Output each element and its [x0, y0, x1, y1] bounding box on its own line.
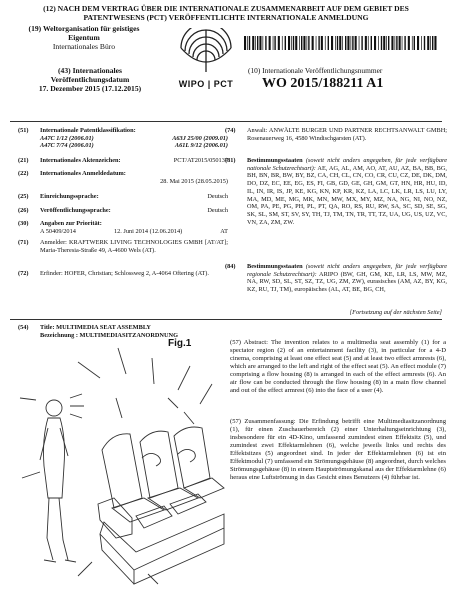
separator-top: [10, 121, 442, 122]
barcode-bar: [371, 36, 372, 50]
ipc-class: A63J 25/00 (2009.01): [172, 134, 228, 142]
barcode-bar: [408, 36, 410, 50]
field-22-label: Internationales Anmeldedatum:: [40, 170, 126, 177]
barcode-bar: [432, 36, 433, 50]
ipc-class: A47C 7/74 (2006.01): [40, 142, 94, 150]
barcode-bar: [331, 36, 333, 50]
barcode-bar: [434, 36, 436, 50]
barcode-bar: [269, 36, 271, 50]
barcode-bar: [417, 36, 419, 50]
publication-number: WO 2015/188211 A1: [262, 76, 384, 91]
field-71: [18, 239, 228, 254]
inventor: Erfinder: HOFER, Christian; Schlossweg 2, A-4064 Oftering (AT).: [40, 270, 209, 277]
barcode-bar: [365, 36, 367, 50]
field-30-label: Angaben zur Priorität:: [40, 220, 102, 227]
barcode-bar: [308, 36, 309, 50]
wipo-pct-label: WIPO | PCT: [178, 79, 234, 89]
figure-1: [18, 338, 228, 593]
abstract-english: (57) Abstract: The invention relates to a multimedia seat assembly (1) for a spectator region (2) of an entertainment facility (3), in particular for a 4-D cinema, comprising at least one effect seat (5) and at least two effect armrests (6), which are arranged to the left and right of the effect seat (5). An effect module (7) comprising a flow housing (8) is arranged in each of the effect armrests (6). An air flow can be conducted through the flow housing (8) in a main flow channel and out of the effect armrest (6) into the face of a user (4).: [230, 339, 446, 394]
barcode-bar: [352, 36, 353, 50]
priority-number: A 50409/2014: [40, 227, 76, 235]
org-line-1: (19) Weltorganisation für geistiges: [28, 24, 140, 33]
field-25-number: (25): [18, 193, 29, 200]
field-81-note: (soweit nicht anders angegeben, für jede verfügbare nationale Schutzrechtsart):: [247, 157, 447, 172]
org-line-2: Eigentum: [68, 33, 100, 42]
publication-date-block: [12, 66, 168, 93]
barcode-bar: [312, 36, 314, 50]
field-21-label: Internationales Aktenzeichen:: [40, 157, 121, 164]
seat-assembly-drawing: [18, 338, 228, 593]
field-81-number: (81): [225, 157, 236, 164]
field-84: [225, 263, 447, 294]
barcode-bar: [299, 36, 300, 50]
field-51-title: Internationale Patentklassifikation:: [40, 127, 136, 134]
wipo-logo: [175, 28, 237, 89]
barcode-bar: [307, 36, 308, 50]
barcode-bar: [351, 36, 352, 50]
field-26-label: Veröffentlichungssprache:: [40, 207, 111, 214]
barcode-bar: [335, 36, 336, 50]
barcode-bar: [381, 36, 382, 50]
abstract-german: (57) Zusammenfassung: Die Erfindung betrifft eine Multimediasitzanordnung (1), für einen Zuschauerbereich (2) einer Unterhaltungseinrichtung (3), insbesondere für ein 4D-Kino, umfassend zumindest einen Effektsitz (5), und zumindest zwei Effektarmlehnen (6), welche jeweils links und rechts des Effektsitzes (5) angeordnet sind. In jeder der Effektarmlehnen (6) ist ein Effektmodul (7) umfassend ein Strömungsgehäuse (8) angeordnet, durch welches Strömungsgehäuse (8) in einem Hauptströmungskanal aus der Effektarmlehne (6) heraus eine Luftströmung in das Gesicht eines Benutzers (4) führbar ist.: [230, 418, 446, 481]
barcode-bar: [402, 36, 403, 50]
barcode-bar: [328, 36, 329, 50]
barcode-bar: [427, 36, 429, 50]
barcode-bar: [339, 36, 341, 50]
barcode-bar: [282, 36, 283, 50]
barcode-bar: [421, 36, 422, 50]
barcode-graphic: [244, 36, 440, 50]
applicant: Anmelder: KRAFTWERK LIVING TECHNOLOGIES GMBH [AT/AT]; Maria-Theresia-Straße 49, A-4600 Wels (AT).: [40, 239, 228, 254]
barcode-bar: [391, 36, 393, 50]
organisation-block: [14, 24, 154, 51]
field-84-number: (84): [225, 263, 236, 270]
barcode-bar: [404, 36, 405, 50]
field-71-number: (71): [18, 239, 29, 246]
field-51-number: (51): [18, 127, 29, 134]
barcode-bar: [378, 36, 379, 50]
field-74-number: (74): [225, 127, 236, 134]
barcode-bar: [345, 36, 346, 50]
pubdate-line-3: 17. Dezember 2015 (17.12.2015): [38, 84, 142, 93]
title: Title: MULTIMEDIA SEAT ASSEMBLY: [40, 324, 151, 331]
field-30: [18, 220, 228, 235]
barcode-bar: [374, 36, 376, 50]
barcode-bar: [386, 36, 387, 50]
barcode-bar: [383, 36, 385, 50]
field-72-number: (72): [18, 270, 29, 277]
barcode-bar: [396, 36, 397, 50]
barcode-bar: [259, 36, 261, 50]
barcode-bar: [252, 36, 254, 50]
field-51: [18, 127, 228, 150]
filing-date: 28. Mai 2015 (28.05.2015): [160, 177, 228, 185]
field-26-number: (26): [18, 207, 29, 214]
barcode-bar: [368, 36, 369, 50]
barcode-bar: [247, 36, 248, 50]
header-title: [0, 4, 452, 22]
filing-language: Deutsch: [207, 193, 228, 200]
field-81: [225, 157, 447, 226]
field-81-label: Bestimmungsstaaten: [247, 157, 303, 164]
ipc-class: A61L 9/12 (2006.01): [174, 142, 228, 150]
barcode-bar: [424, 36, 425, 50]
priority-country: AT: [220, 227, 228, 235]
barcode-bar: [399, 36, 401, 50]
pubdate-line-2: Veröffentlichungsdatum: [50, 75, 130, 84]
barcode-bar: [412, 36, 413, 50]
field-22-number: (22): [18, 170, 29, 177]
title-german: Bezeichnung : MULTIMEDIASITZANORDNUNG: [40, 331, 178, 339]
barcode-bar: [321, 36, 323, 50]
barcode-bar: [278, 36, 280, 50]
pubdate-line-1: (43) Internationales: [58, 66, 122, 75]
application-number: PCT/AT2015/050137: [173, 157, 228, 164]
barcode-bar: [301, 36, 302, 50]
designated-states-national: AE, AG, AL, AM, AO, AT, AU, AZ, BA, BB, BG, BH, BN, BR, BW, BY, BZ, CA, CH, CL, CN, CO, CR, CU, CZ, DE, DK, DM, DO, DZ, EC, EE, EG, ES, FI, GB, GD, GE, GH, GM, GT, HN, HR, HU, ID, IL, IN, IR, IS, JP, KE, KG, KN, KP, KR, KZ, LA, LC, LK, LR, LS, LU, LY, MA, MD, ME, MG, MK, MN, MW, MX, MY, MZ, NA, NG, NI, NO, NZ, OM, PA, PE, PG, PH, PL, PT, QA, RO, RS, RU, RW, SA, SC, SD, SE, SG, SK, SL, SM, ST, SV, SY, TH, TJ, TM, TN, TR, TT, TZ, UA, UG, US, UZ, VC, VN, ZA, ZM, ZW.: [247, 164, 447, 226]
field-25: [18, 193, 228, 201]
field-54-number: (54): [18, 324, 29, 331]
barcode-bar: [361, 36, 362, 50]
header-line-2: PATENTWESENS (PCT) VERÖFFENTLICHTE INTERNATIONALE ANMELDUNG: [83, 13, 369, 22]
field-25-label: Einreichungssprache:: [40, 193, 99, 200]
barcode-bar: [244, 36, 246, 50]
field-21: [18, 157, 228, 165]
barcode-bar: [347, 36, 349, 50]
barcode: [244, 36, 440, 50]
field-84-label: Bestimmungsstaaten: [247, 263, 303, 270]
barcode-bar: [257, 36, 258, 50]
separator-mid: [10, 319, 442, 320]
header-line-1: (12) NACH DEM VERTRAG ÜBER DIE INTERNATIONALE ZUSAMMENARBEIT AUF DEM GEBIET DES: [43, 4, 409, 13]
barcode-bar: [316, 36, 317, 50]
barcode-bar: [430, 36, 431, 50]
barcode-bar: [273, 36, 274, 50]
barcode-bar: [355, 36, 357, 50]
wipo-globe-icon: [175, 28, 237, 74]
field-26: [18, 207, 228, 215]
continued-note: [Fortsetzung auf der nächsten Seite]: [349, 309, 442, 316]
barcode-bar: [318, 36, 319, 50]
field-84-note: (soweit nicht anders angegeben, für jede verfügbare regionale Schutzrechtsart):: [247, 263, 447, 278]
barcode-bar: [293, 36, 294, 50]
barcode-bar: [342, 36, 343, 50]
barcode-bar: [291, 36, 292, 50]
publication-language: Deutsch: [207, 207, 228, 214]
barcode-bar: [255, 36, 256, 50]
figure-label: Fig.1: [168, 338, 192, 349]
field-30-number: (30): [18, 220, 29, 227]
barcode-bar: [388, 36, 389, 50]
barcode-bar: [263, 36, 264, 50]
barcode-bar: [303, 36, 305, 50]
barcode-bar: [337, 36, 338, 50]
ipc-class: A47C 1/12 (2006.01): [40, 134, 94, 142]
barcode-bar: [325, 36, 326, 50]
barcode-bar: [395, 36, 396, 50]
field-72: [18, 270, 228, 278]
publication-number-label: (10) Internationale Veröffentlichungsnummer: [248, 66, 383, 75]
barcode-bar: [285, 36, 286, 50]
field-74: [225, 127, 447, 142]
barcode-bar: [359, 36, 360, 50]
barcode-bar: [274, 36, 275, 50]
priority-date: 12. Juni 2014 (12.06.2014): [113, 227, 183, 235]
barcode-bar: [295, 36, 297, 50]
barcode-bar: [249, 36, 250, 50]
barcode-bar: [288, 36, 290, 50]
org-line-3: Internationales Büro: [52, 42, 116, 51]
barcode-bar: [265, 36, 266, 50]
barcode-bar: [414, 36, 415, 50]
attorney: Anwalt: ANWÄLTE BURGER UND PARTNER RECHTSANWALT GMBH; Rosenauerweg 16, 4580 Windischgarsten (AT).: [247, 127, 447, 142]
field-22: [18, 170, 228, 185]
designated-states-regional: ARIPO (BW, GH, GM, KE, LR, LS, MW, MZ, NA, RW, SD, SL, ST, SZ, TZ, UG, ZM, ZW), eurasisches (AM, AZ, BY, KG, KZ, RU, TJ, TM), europäisches (AL, AT, BE, BG, CH,: [247, 270, 447, 294]
field-21-number: (21): [18, 157, 29, 164]
